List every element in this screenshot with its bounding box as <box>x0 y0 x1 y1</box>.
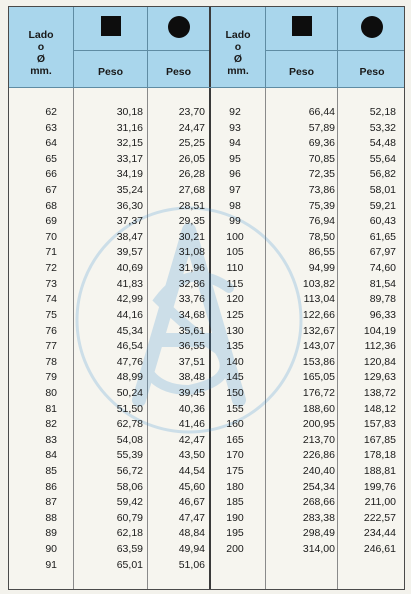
lado-left-cell: 72 <box>45 262 57 275</box>
weight-round-right-cell: 58,01 <box>369 184 396 197</box>
weight-square-right-cell: 176,72 <box>302 386 335 399</box>
table-row <box>9 121 404 137</box>
weight-round-left-cell: 41,46 <box>178 418 205 431</box>
table-row <box>9 542 404 558</box>
weight-square-left-cell: 62,18 <box>116 527 143 540</box>
weight-round-right-cell: 53,32 <box>369 121 396 134</box>
weight-square-right-cell: 72,35 <box>308 168 335 181</box>
weight-round-left-cell: 23,70 <box>178 106 205 118</box>
table-row <box>9 245 404 261</box>
lado-right-cell: 170 <box>226 449 244 462</box>
round-bar-icon <box>168 16 190 38</box>
weight-square-left-cell: 55,39 <box>116 449 143 462</box>
table-row <box>9 230 404 246</box>
weight-square-left-cell: 37,37 <box>116 215 143 228</box>
weight-square-left-cell: 50,24 <box>116 386 143 399</box>
lado-left-cell: 63 <box>45 121 57 134</box>
weight-round-right-cell: 234,44 <box>363 527 396 540</box>
header-divider <box>266 50 337 51</box>
header-round-left <box>147 7 209 87</box>
weight-round-left-cell: 38,48 <box>178 371 205 384</box>
weight-square-right-cell: 70,85 <box>308 152 335 165</box>
table-row <box>9 183 404 199</box>
lado-line2: o <box>234 41 242 53</box>
weight-square-left-cell: 36,30 <box>116 199 143 212</box>
lado-left-cell: 76 <box>45 324 57 337</box>
weight-round-left-cell: 46,67 <box>178 496 205 509</box>
weight-square-left-cell: 51,50 <box>116 402 143 415</box>
table-row <box>9 448 404 464</box>
square-bar-icon <box>292 16 312 36</box>
weight-round-right-cell: 246,61 <box>363 543 396 556</box>
lado-left-cell: 64 <box>45 137 57 150</box>
weight-square-left-cell: 39,57 <box>116 246 143 259</box>
weight-round-left-cell: 43,50 <box>178 449 205 462</box>
table-row <box>9 464 404 480</box>
weight-square-right-cell: 94,99 <box>308 262 335 275</box>
weight-square-right-cell: 103,82 <box>302 277 335 290</box>
weight-square-left-cell: 42,99 <box>116 293 143 306</box>
weight-round-left-cell: 36,55 <box>178 340 205 353</box>
table-row <box>9 308 404 324</box>
peso-label: Peso <box>97 66 124 78</box>
weight-square-left-cell: 32,15 <box>116 137 143 150</box>
weight-round-left-cell: 42,47 <box>178 433 205 446</box>
weight-square-left-cell: 47,76 <box>116 355 143 368</box>
weight-square-right-cell: 213,70 <box>302 433 335 446</box>
lado-left-cell: 91 <box>45 558 57 571</box>
weight-round-right-cell: 54,48 <box>369 137 396 150</box>
lado-left-cell: 69 <box>45 215 57 228</box>
lado-right-cell: 96 <box>229 168 241 181</box>
weight-round-right-cell: 199,76 <box>363 480 396 493</box>
lado-left-cell: 86 <box>45 480 57 493</box>
lado-right-cell: 160 <box>226 418 244 431</box>
table-row <box>9 558 404 574</box>
weight-round-left-cell: 47,47 <box>178 511 205 524</box>
table-row <box>9 167 404 183</box>
lado-line1: Lado <box>225 29 251 41</box>
table-row <box>9 105 404 121</box>
lado-left-cell: 71 <box>45 246 57 259</box>
weight-round-right-cell: 211,00 <box>364 496 396 509</box>
lado-right-cell: 97 <box>229 184 241 197</box>
weight-square-right-cell: 254,34 <box>302 480 335 493</box>
lado-right-cell: 95 <box>229 152 241 165</box>
lado-left-cell: 83 <box>45 433 57 446</box>
weight-round-left-cell: 51,06 <box>178 558 205 571</box>
lado-left-cell: 66 <box>45 168 57 181</box>
lado-left-cell: 75 <box>45 308 57 321</box>
weight-round-left-cell: 32,86 <box>178 277 205 290</box>
weight-round-right-cell: 74,60 <box>369 262 396 275</box>
weight-round-left-cell: 48,84 <box>178 527 205 540</box>
table-row <box>9 386 404 402</box>
weight-square-right-cell: 268,66 <box>302 496 335 509</box>
lado-line2: o <box>37 41 45 53</box>
table-row <box>9 277 404 293</box>
weight-round-left-cell: 37,51 <box>178 355 205 368</box>
peso-label: Peso <box>288 66 315 78</box>
weight-round-left-cell: 49,94 <box>178 543 205 556</box>
lado-right-cell: 98 <box>229 199 241 212</box>
weight-table <box>8 6 405 590</box>
lado-right-cell: 145 <box>226 371 244 384</box>
weight-round-right-cell: 157,83 <box>363 418 396 431</box>
weight-square-left-cell: 58,06 <box>116 480 143 493</box>
peso-label: Peso <box>359 66 385 78</box>
lado-line4: mm. <box>227 65 249 77</box>
lado-left-cell: 73 <box>45 277 57 290</box>
table-row <box>9 136 404 152</box>
lado-left-cell: 70 <box>45 230 57 243</box>
header-round-right <box>337 7 405 87</box>
weight-round-left-cell: 30,21 <box>178 230 205 243</box>
weight-round-right-cell: 104,19 <box>363 324 396 337</box>
weight-square-right-cell: 240,40 <box>302 465 335 478</box>
table-row <box>9 292 404 308</box>
weight-round-right-cell: 89,78 <box>369 293 396 306</box>
weight-square-right-cell: 143,07 <box>302 340 335 353</box>
weight-square-left-cell: 40,69 <box>116 262 143 275</box>
weight-round-right-cell: 52,18 <box>369 106 396 118</box>
lado-right-cell: 185 <box>226 496 244 509</box>
weight-square-left-cell: 48,99 <box>116 371 143 384</box>
weight-square-left-cell: 59,42 <box>116 496 143 509</box>
weight-round-right-cell: 120,84 <box>363 355 396 368</box>
lado-right-cell: 120 <box>226 293 244 306</box>
lado-left-cell: 74 <box>45 293 57 306</box>
weight-square-left-cell: 65,01 <box>116 558 143 571</box>
weight-round-left-cell: 44,54 <box>178 465 205 478</box>
weight-square-right-cell: 57,89 <box>308 121 335 134</box>
lado-left-cell: 89 <box>45 527 57 540</box>
lado-right-cell: 150 <box>226 386 244 399</box>
weight-square-right-cell: 78,50 <box>308 230 335 243</box>
round-bar-icon <box>361 16 383 38</box>
weight-round-right-cell: 59,21 <box>369 199 396 212</box>
weight-square-right-cell: 122,66 <box>302 308 335 321</box>
lado-left-cell: 77 <box>45 340 57 353</box>
lado-label <box>9 29 73 77</box>
lado-left-cell: 65 <box>45 152 57 165</box>
header-divider <box>74 50 147 51</box>
lado-right-cell: 175 <box>226 465 244 478</box>
weight-square-right-cell: 76,94 <box>308 215 335 228</box>
weight-round-left-cell: 24,47 <box>178 121 205 134</box>
header-lado-left <box>9 7 73 87</box>
weight-round-left-cell: 45,60 <box>178 480 205 493</box>
weight-square-right-cell: 66,44 <box>308 106 335 118</box>
lado-left-cell: 82 <box>45 418 57 431</box>
table-row <box>9 526 404 542</box>
table-row <box>9 152 404 168</box>
lado-right-cell: 93 <box>229 121 241 134</box>
lado-left-cell: 79 <box>45 371 57 384</box>
weight-square-left-cell: 41,83 <box>116 277 143 290</box>
weight-square-left-cell: 31,16 <box>116 121 143 134</box>
header-divider <box>148 50 209 51</box>
weight-round-left-cell: 35,61 <box>178 324 205 337</box>
table-row <box>9 417 404 433</box>
lado-right-cell: 105 <box>226 246 244 259</box>
weight-square-right-cell: 73,86 <box>308 184 335 197</box>
lado-left-cell: 67 <box>45 184 57 197</box>
weight-round-right-cell: 55,64 <box>369 152 396 165</box>
lado-line1: Lado <box>28 29 54 41</box>
table-row <box>9 261 404 277</box>
lado-right-cell: 115 <box>226 277 244 290</box>
table-row <box>9 339 404 355</box>
weight-round-left-cell: 28,51 <box>178 199 205 212</box>
header-divider <box>338 50 405 51</box>
table-row <box>9 214 404 230</box>
weight-square-right-cell: 200,95 <box>302 418 335 431</box>
weight-round-right-cell: 222,57 <box>363 511 396 524</box>
table-row <box>9 355 404 371</box>
weight-square-right-cell: 153,86 <box>302 355 335 368</box>
lado-right-cell: 200 <box>226 543 244 556</box>
weight-round-left-cell: 26,05 <box>178 152 205 165</box>
table-row <box>9 433 404 449</box>
weight-square-right-cell: 314,00 <box>302 543 335 556</box>
weight-square-left-cell: 63,59 <box>116 543 143 556</box>
weight-square-left-cell: 30,18 <box>116 106 143 118</box>
weight-square-left-cell: 35,24 <box>116 184 143 197</box>
table-row <box>9 370 404 386</box>
lado-right-cell: 140 <box>226 355 244 368</box>
lado-right-cell: 165 <box>226 433 244 446</box>
weight-round-right-cell: 56,82 <box>369 168 396 181</box>
lado-right-cell: 100 <box>226 230 244 243</box>
lado-left-cell: 81 <box>45 402 57 415</box>
weight-square-left-cell: 56,72 <box>116 465 143 478</box>
lado-right-cell: 155 <box>226 402 244 415</box>
lado-right-cell: 99 <box>229 215 241 228</box>
weight-round-left-cell: 25,25 <box>178 137 205 150</box>
weight-round-right-cell: 148,12 <box>363 402 396 415</box>
weight-square-left-cell: 33,17 <box>116 152 143 165</box>
lado-right-cell: 92 <box>229 106 241 118</box>
lado-right-cell: 110 <box>226 262 244 275</box>
weight-round-right-cell: 96,33 <box>369 308 396 321</box>
weight-square-left-cell: 54,08 <box>116 433 143 446</box>
weight-round-left-cell: 27,68 <box>178 184 205 197</box>
lado-left-cell: 68 <box>45 199 57 212</box>
lado-left-cell: 84 <box>45 449 57 462</box>
weight-square-right-cell: 283,38 <box>302 511 335 524</box>
lado-left-cell: 90 <box>45 543 57 556</box>
lado-label <box>211 29 265 77</box>
weight-round-right-cell: 61,65 <box>369 230 396 243</box>
weight-round-left-cell: 26,28 <box>178 168 205 181</box>
weight-round-left-cell: 39,45 <box>178 386 205 399</box>
header-square-right <box>265 7 337 87</box>
lado-line3: Ø <box>233 53 243 65</box>
header-square-left <box>73 7 147 87</box>
table-rows <box>9 105 404 573</box>
weight-square-right-cell: 69,36 <box>308 137 335 150</box>
lado-line4: mm. <box>30 65 52 77</box>
lado-left-cell: 62 <box>45 106 57 118</box>
lado-left-cell: 85 <box>45 465 57 478</box>
weight-square-right-cell: 113,04 <box>303 293 335 306</box>
weight-square-right-cell: 188,60 <box>302 402 335 415</box>
weight-round-right-cell: 188,81 <box>363 465 396 478</box>
weight-round-right-cell: 112,36 <box>364 340 396 353</box>
lado-line3: Ø <box>36 53 46 65</box>
lado-right-cell: 190 <box>226 511 244 524</box>
lado-right-cell: 180 <box>226 480 244 493</box>
weight-square-right-cell: 132,67 <box>302 324 335 337</box>
table-row <box>9 495 404 511</box>
square-bar-icon <box>101 16 121 36</box>
weight-square-left-cell: 38,47 <box>116 230 143 243</box>
table-row <box>9 199 404 215</box>
weight-round-left-cell: 40,36 <box>178 402 205 415</box>
weight-square-left-cell: 44,16 <box>116 308 143 321</box>
lado-left-cell: 80 <box>45 386 57 399</box>
lado-left-cell: 78 <box>45 355 57 368</box>
weight-round-left-cell: 33,76 <box>178 293 205 306</box>
weight-square-left-cell: 62,78 <box>116 418 143 431</box>
weight-square-right-cell: 165,05 <box>302 371 335 384</box>
table-row <box>9 402 404 418</box>
weight-square-right-cell: 226,86 <box>302 449 335 462</box>
weight-square-left-cell: 46,54 <box>116 340 143 353</box>
table-row <box>9 324 404 340</box>
weight-round-left-cell: 29,35 <box>178 215 205 228</box>
peso-label: Peso <box>165 66 192 78</box>
lado-right-cell: 195 <box>226 527 244 540</box>
weight-round-right-cell: 178,18 <box>363 449 396 462</box>
header-lado-right <box>209 7 265 87</box>
lado-right-cell: 135 <box>226 340 244 353</box>
weight-square-right-cell: 86,55 <box>308 246 335 259</box>
table-header <box>9 7 404 88</box>
table-row <box>9 511 404 527</box>
lado-right-cell: 125 <box>226 308 244 321</box>
weight-round-right-cell: 138,72 <box>363 386 396 399</box>
weight-round-right-cell: 129,63 <box>363 371 396 384</box>
weight-square-left-cell: 45,34 <box>116 324 143 337</box>
lado-right-cell: 94 <box>229 137 241 150</box>
lado-left-cell: 88 <box>45 511 57 524</box>
table-body <box>9 88 404 590</box>
table-row <box>9 480 404 496</box>
weight-square-right-cell: 298,49 <box>302 527 335 540</box>
weight-round-right-cell: 67,97 <box>369 246 396 259</box>
weight-round-left-cell: 31,96 <box>178 262 205 275</box>
weight-square-right-cell: 75,39 <box>308 199 335 212</box>
weight-square-left-cell: 60,79 <box>116 511 143 524</box>
weight-round-right-cell: 167,85 <box>363 433 396 446</box>
weight-square-left-cell: 34,19 <box>116 168 143 181</box>
weight-round-right-cell: 60,43 <box>369 215 396 228</box>
lado-right-cell: 130 <box>226 324 244 337</box>
weight-round-left-cell: 34,68 <box>178 308 205 321</box>
weight-round-right-cell: 81,54 <box>369 277 396 290</box>
lado-left-cell: 87 <box>45 496 57 509</box>
weight-round-left-cell: 31,08 <box>178 246 205 259</box>
